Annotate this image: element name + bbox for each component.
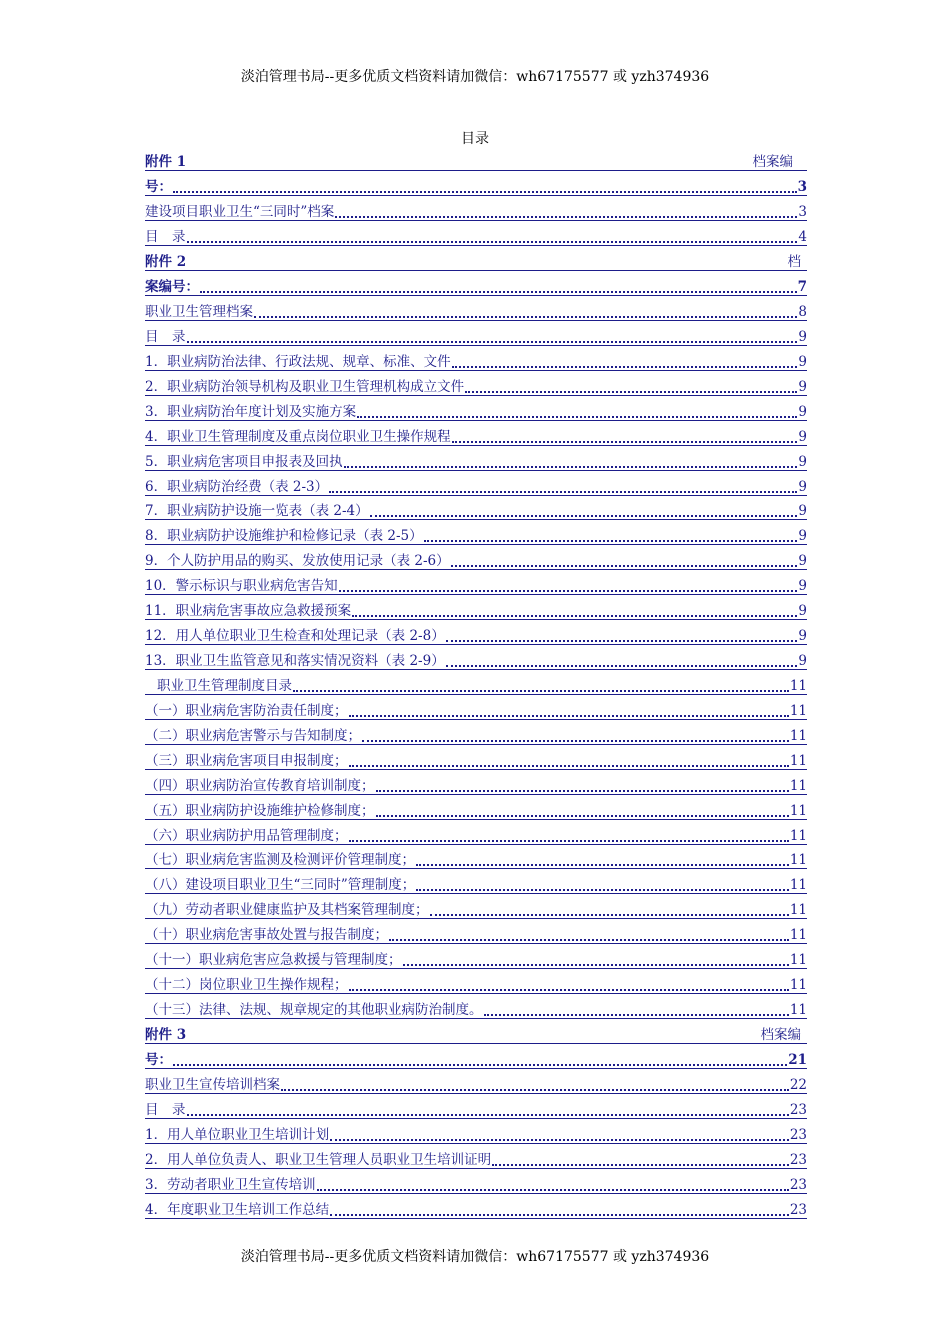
toc-entry-text: （十一）职业病危害应急救援与管理制度；: [145, 952, 402, 969]
page-number: 23: [789, 1177, 807, 1193]
toc-entry[interactable]: [145, 450, 807, 471]
toc-entry-text: 10．警示标识与职业病危害告知: [145, 578, 338, 595]
leader-dots: [452, 356, 798, 368]
leader-dots: [357, 406, 797, 418]
page-number: 3: [798, 204, 807, 220]
appendix-1-heading[interactable]: [145, 150, 807, 171]
toc-entry[interactable]: [145, 1148, 807, 1169]
leader-dots: [349, 830, 789, 842]
appendix-3-heading[interactable]: [145, 1023, 807, 1044]
toc-entry-text: （四）职业病防治宣传教育培训制度；: [145, 777, 375, 794]
leader-dots: [349, 755, 789, 767]
page-number: 8: [798, 304, 807, 320]
leader-dots: [492, 1154, 789, 1166]
toc-entry-text: （十三）法律、法规、规章规定的其他职业病防治制度。: [145, 1002, 483, 1019]
appendix-3-number-text: 号：: [145, 1052, 172, 1068]
toc-entry-text: 4．职业卫生管理制度及重点岗位职业卫生操作规程: [145, 428, 451, 445]
page-number: 23: [789, 1202, 807, 1218]
toc-entry-text: 3．劳动者职业卫生宣传培训: [145, 1177, 316, 1193]
leader-dots: [349, 979, 789, 991]
page-number: 3: [797, 179, 807, 195]
page-number: 11: [789, 777, 807, 794]
toc-entry[interactable]: [145, 300, 807, 321]
leader-dots: [293, 680, 789, 692]
page-number: 22: [789, 1077, 807, 1093]
page-number: 23: [789, 1127, 807, 1143]
page-number: 9: [798, 553, 807, 570]
toc-entry-text: （十二）岗位职业卫生操作规程；: [145, 977, 348, 994]
page-number: 9: [798, 528, 807, 545]
leader-dots: [187, 231, 798, 243]
toc-entry[interactable]: [145, 649, 807, 670]
leader-dots: [330, 1204, 789, 1216]
leader-dots: [416, 879, 789, 891]
leader-dots: [376, 805, 789, 817]
toc-entry-text: 6．职业病防治经费（表 2-3）: [145, 478, 329, 495]
toc-entry-text: 2．职业病防治领导机构及职业卫生管理机构成立文件: [145, 378, 465, 395]
toc-entry[interactable]: [145, 923, 807, 944]
toc-entry[interactable]: [145, 824, 807, 845]
toc-entry-text: 4．年度职业卫生培训工作总结: [145, 1202, 330, 1218]
toc-entry[interactable]: [145, 973, 807, 994]
toc-entry-text: （七）职业病危害监测及检测评价管理制度；: [145, 852, 415, 869]
toc-entry-text: 职业卫生管理制度目录: [157, 677, 292, 694]
toc-entry-text: 1．用人单位职业卫生培训计划: [145, 1127, 330, 1143]
toc-entry[interactable]: [145, 774, 807, 795]
leader-dots: [352, 605, 797, 617]
page-number: 9: [798, 403, 807, 420]
appendix-2-heading[interactable]: [145, 250, 807, 271]
page-number: 11: [789, 877, 807, 894]
appendix-3-label: 附件 3: [145, 1027, 187, 1043]
leader-dots: [452, 431, 798, 443]
appendix-2-number-line[interactable]: [145, 275, 807, 296]
toc-entry[interactable]: [145, 1098, 807, 1119]
page-number: 9: [798, 578, 807, 595]
leader-dots: [329, 481, 797, 493]
page-number: 21: [788, 1052, 807, 1068]
page-number: 9: [798, 503, 807, 520]
toc-entry-text: （五）职业病防护设施维护检修制度；: [145, 802, 375, 819]
toc-entry-text: 目 录: [145, 229, 186, 245]
leader-dots: [344, 456, 798, 468]
toc-entry[interactable]: [145, 200, 807, 221]
appendix-1-number-text: 号：: [145, 179, 172, 195]
toc-entry-text: （六）职业病防护用品管理制度；: [145, 827, 348, 844]
appendix-1-label: 附件 1: [145, 154, 187, 170]
toc-entry[interactable]: [145, 524, 807, 545]
toc-entry-text: 9．个人防护用品的购买、发放使用记录（表 2-6）: [145, 553, 450, 570]
toc-entry[interactable]: [145, 898, 807, 919]
toc-entry[interactable]: [145, 848, 807, 869]
page-number: 9: [798, 653, 807, 670]
page-number: 11: [789, 727, 807, 744]
appendix-1-number-line[interactable]: [145, 175, 807, 196]
leader-dots: [187, 331, 798, 343]
page-number: 11: [789, 927, 807, 944]
toc-entry-text: 1．职业病防治法律、行政法规、规章、标准、文件: [145, 353, 451, 370]
toc-entry-text: （九）劳动者职业健康监护及其档案管理制度；: [145, 902, 429, 919]
leader-dots: [430, 904, 789, 916]
toc-entry[interactable]: [145, 599, 807, 620]
page-number: 11: [789, 1002, 807, 1019]
toc-entry-text: （二）职业病危害警示与告知制度；: [145, 727, 361, 744]
toc-entry-text: 12．用人单位职业卫生检查和处理记录（表 2-8）: [145, 628, 445, 645]
appendix-2-label: 附件 2: [145, 254, 187, 270]
page-number: 9: [798, 628, 807, 645]
toc-entry[interactable]: [145, 1123, 807, 1144]
page-number: 9: [798, 353, 807, 370]
leader-dots: [187, 1104, 789, 1116]
page-number: 23: [789, 1102, 807, 1118]
page-number: 23: [789, 1152, 807, 1168]
toc-entry[interactable]: [145, 375, 807, 396]
toc-entry-text: 职业卫生宣传培训档案: [145, 1077, 280, 1093]
toc-entry-text: 职业卫生管理档案: [145, 304, 253, 320]
leader-dots: [416, 854, 789, 866]
appendix-3-right: 档案编: [760, 1027, 801, 1043]
page-number: 9: [798, 478, 807, 495]
toc-entry[interactable]: [145, 499, 807, 520]
page-number: 11: [789, 677, 807, 694]
toc-entry[interactable]: [145, 699, 807, 720]
page-number: 11: [789, 827, 807, 844]
toc-entry[interactable]: [145, 400, 807, 421]
toc-entry[interactable]: [145, 475, 807, 496]
page-number: 9: [798, 428, 807, 445]
toc-entry[interactable]: [145, 674, 807, 695]
page-number: 7: [797, 279, 807, 295]
toc-entry[interactable]: [145, 1173, 807, 1194]
leader-dots: [330, 1129, 789, 1141]
toc-entry[interactable]: [145, 1198, 807, 1219]
leader-dots: [339, 580, 798, 592]
toc-entry[interactable]: [145, 873, 807, 894]
toc-entry[interactable]: [145, 749, 807, 770]
leader-dots: [403, 954, 789, 966]
leader-dots: [317, 1179, 789, 1191]
leader-dots: [376, 780, 789, 792]
toc-entry[interactable]: [145, 724, 807, 745]
leader-dots: [389, 929, 789, 941]
page-header: 淡泊管理书局--更多优质文档资料请加微信：wh67175577 或 yzh374936: [240, 69, 710, 85]
leader-dots: [173, 1054, 787, 1066]
page-number: 11: [789, 852, 807, 869]
toc-entry[interactable]: [145, 1073, 807, 1094]
toc-entry-text: （三）职业病危害项目申报制度；: [145, 752, 348, 769]
toc-entry[interactable]: [145, 998, 807, 1019]
leader-dots: [370, 505, 798, 517]
toc-entry-text: 目 录: [145, 1102, 186, 1118]
leader-dots: [349, 705, 789, 717]
leader-dots: [484, 1004, 789, 1016]
page-number: 4: [798, 229, 807, 245]
page-footer: 淡泊管理书局--更多优质文档资料请加微信：wh67175577 或 yzh374936: [240, 1249, 710, 1265]
toc-entry-text: （八）建设项目职业卫生“三同时”管理制度；: [145, 877, 416, 894]
leader-dots: [200, 281, 797, 293]
leader-dots: [335, 206, 797, 218]
toc-entry-text: 目 录: [145, 328, 186, 345]
toc-title: 目录: [461, 131, 489, 147]
toc-entry[interactable]: [145, 325, 807, 346]
leader-dots: [451, 555, 798, 567]
toc-entry-text: （十）职业病危害事故处置与报告制度；: [145, 927, 388, 944]
toc-entry[interactable]: [145, 425, 807, 446]
page-number: 9: [798, 453, 807, 470]
page-number: 11: [789, 977, 807, 994]
toc-entry-text: 11．职业病危害事故应急救援预案: [145, 603, 352, 620]
toc-entry-text: （一）职业病危害防治责任制度；: [145, 702, 348, 719]
toc-entry-text: 建设项目职业卫生“三同时”档案: [145, 204, 335, 220]
toc-entry-text: 2．用人单位负责人、职业卫生管理人员职业卫生培训证明: [145, 1152, 492, 1168]
leader-dots: [424, 530, 798, 542]
toc-entry-text: 5．职业病危害项目申报表及回执: [145, 453, 343, 470]
toc-entry-text: 13．职业卫生监管意见和落实情况资料（表 2-9）: [145, 653, 445, 670]
toc-entry[interactable]: [145, 549, 807, 570]
leader-dots: [465, 381, 797, 393]
toc-entry[interactable]: [145, 350, 807, 371]
leader-dots: [446, 630, 798, 642]
toc-entry[interactable]: [145, 624, 807, 645]
toc-entry[interactable]: [145, 948, 807, 969]
page-number: 9: [798, 603, 807, 620]
toc-entry-text: 8．职业病防护设施维护和检修记录（表 2-5）: [145, 528, 423, 545]
toc-entry-text: 3．职业病防治年度计划及实施方案: [145, 403, 357, 420]
page-number: 9: [798, 328, 807, 345]
appendix-3-number-line[interactable]: [145, 1048, 807, 1069]
appendix-1-right: 档案编: [752, 154, 793, 170]
leader-dots: [362, 730, 789, 742]
leader-dots: [254, 306, 797, 318]
toc-entry[interactable]: [145, 574, 807, 595]
leader-dots: [281, 1079, 789, 1091]
toc-entry[interactable]: [145, 799, 807, 820]
leader-dots: [173, 181, 797, 193]
toc-entry[interactable]: [145, 225, 807, 246]
page-number: 11: [789, 802, 807, 819]
appendix-2-right: 档: [787, 254, 801, 270]
page-number: 9: [798, 378, 807, 395]
appendix-2-number-text: 案编号：: [145, 279, 199, 295]
page-number: 11: [789, 952, 807, 969]
page-number: 11: [789, 902, 807, 919]
leader-dots: [446, 655, 798, 667]
toc-entry-text: 7．职业病防护设施一览表（表 2-4）: [145, 503, 369, 520]
page-number: 11: [789, 702, 807, 719]
page-number: 11: [789, 752, 807, 769]
